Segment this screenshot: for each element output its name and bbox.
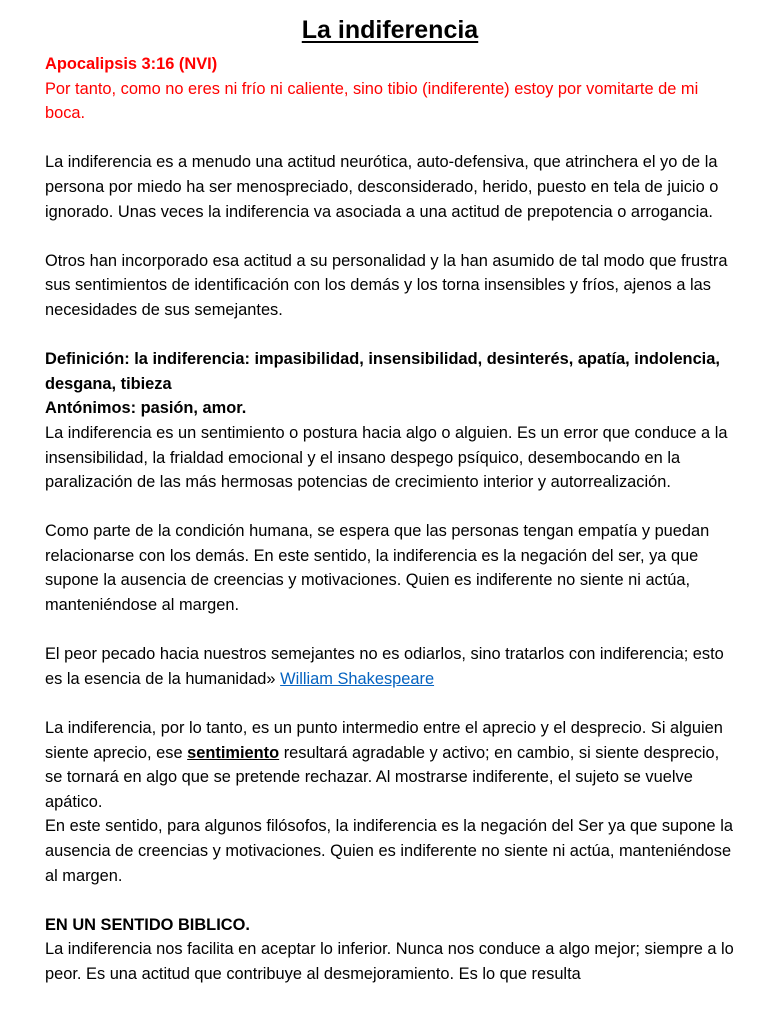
paragraph-3: La indiferencia es un sentimiento o postura hacia algo o alguien. Es un error que conduce a la insensibilidad, la frialdad emocional y el insano despego psíquico, desembocando en la paralización de las más hermosas potencias de crecimiento interior y autorrealización. [45,423,728,492]
paragraph-1: La indiferencia es a menudo una actitud neurótica, auto-defensiva, que atrinchera el yo de la persona por miedo ha ser menospreciado, desconsiderado, herido, puesto en tela de juicio o ignorado. Unas veces la indiferencia va asociada a una actitud de prepotencia o arrogancia. [45,153,719,221]
verse-block [45,52,735,126]
paragraph-6-before: La indiferencia, por lo tanto, es un punto intermedio entre el aprecio y el desprecio. Si alguien siente aprecio, ese [45,719,723,762]
paragraph-8: La indiferencia nos facilita en aceptar lo inferior. Nunca nos conduce a algo mejor; siempre a lo peor. Es una actitud que contribuye al desmejoramiento. Es lo que resulta [45,940,734,983]
sentimiento-keyword: sentimiento [187,743,280,762]
definition-block [45,347,735,421]
paragraph-6 [45,716,735,814]
antonyms-line: Antónimos: pasión, amor. [45,399,247,418]
shakespeare-link[interactable]: William Shakespeare [280,669,435,688]
document-page [45,14,735,987]
quote-text: El peor pecado hacia nuestros semejantes no es odiarlos, sino tratarlos con indiferencia; esto es la esencia de la humanidad» [45,645,724,688]
paragraph-4: Como parte de la condición humana, se espera que las personas tengan empatía y puedan relacionarse con los demás. En este sentido, la indiferencia es la negación del ser, ya que supone la ausencia de creencias y motivaciones. Quien es indiferente no siente ni actúa, manteniéndose al margen. [45,522,710,615]
definition-line: Definición: la indiferencia: impasibilidad, insensibilidad, desinterés, apatía, indolencia, desgana, tibieza [45,350,720,393]
biblical-heading: EN UN SENTIDO BIBLICO. [45,915,250,934]
paragraph-6-after: resultará agradable y activo; en cambio, si siente desprecio, se tornará en algo que se pretende rechazar. Al mostrarse indiferente, el sujeto se vuelve apático. [45,743,720,811]
verse-text: Por tanto, como no eres ni frío ni caliente, sino tibio (indiferente) estoy por vomitarte de mi boca. [45,79,699,123]
biblical-section [45,913,735,987]
page-title: La indiferencia [301,16,479,44]
verse-reference: Apocalipsis 3:16 (NVI) [45,55,218,73]
paragraph-7: En este sentido, para algunos filósofos, la indiferencia es la negación del Ser ya que supone la ausencia de creencias y motivaciones. Quien es indiferente no siente ni actúa, manteniéndose al margen. [45,817,733,885]
quote-paragraph [45,642,735,691]
paragraph-2: Otros han incorporado esa actitud a su personalidad y la han asumido de tal modo que frustra sus sentimientos de identificación con los demás y los torna insensibles y fríos, ajenos a las necesidades de sus semejantes. [45,251,728,319]
